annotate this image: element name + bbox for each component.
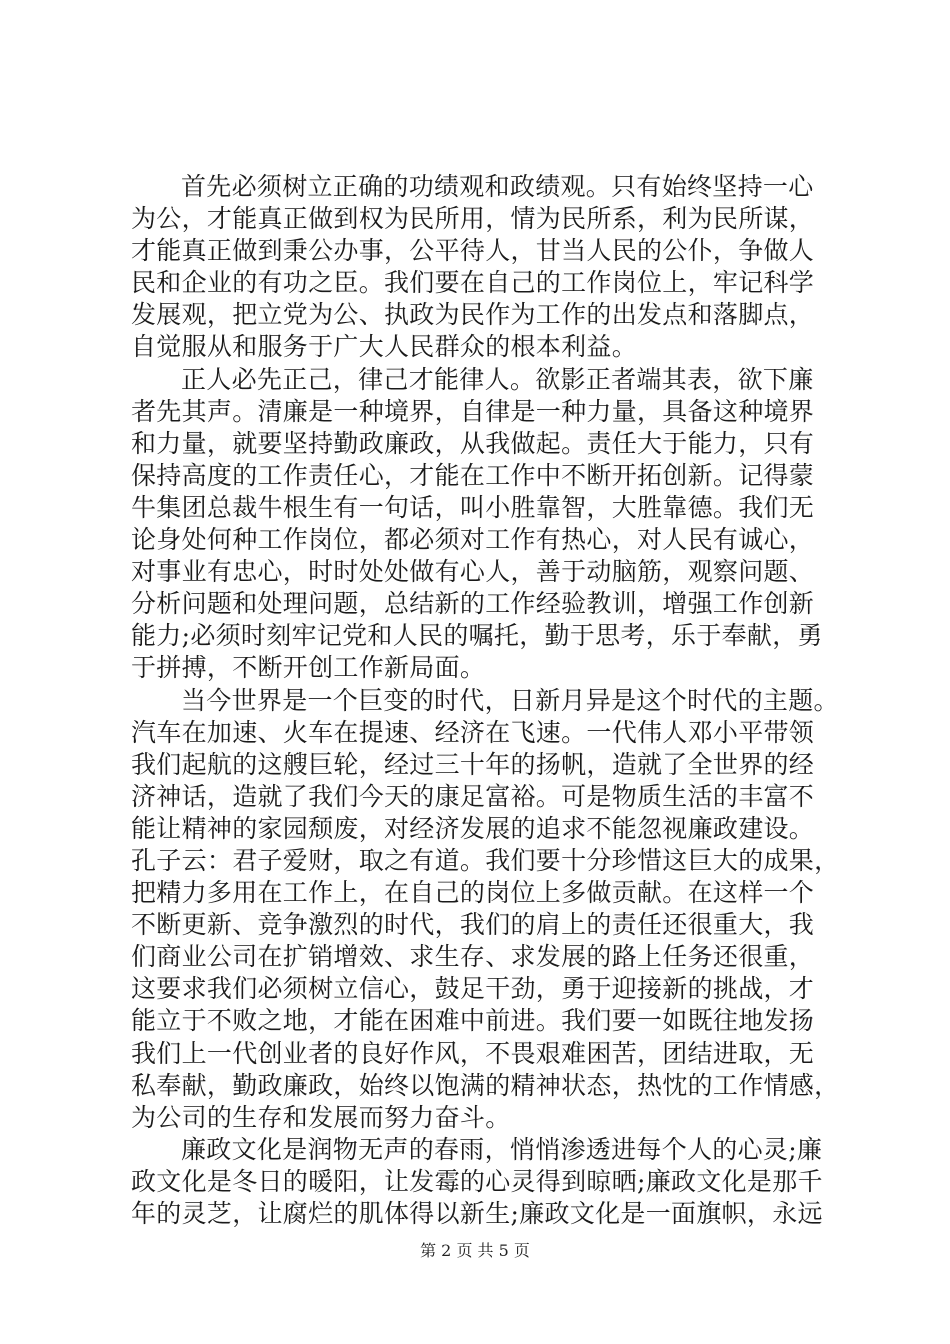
text-line: 对事业有忠心，时时处处做有心人，善于动脑筋，观察问题、 bbox=[131, 557, 815, 587]
text-line: 能力;必须时刻牢记党和人民的嘱托，勤于思考，乐于奉献，勇 bbox=[131, 621, 823, 651]
text-line: 牛集团总裁牛根生有一句话，叫小胜靠智，大胜靠德。我们无 bbox=[131, 492, 815, 522]
text-line: 自觉服从和服务于广大人民群众的根本利益。 bbox=[131, 332, 638, 362]
text-line: 孔子云：君子爱财，取之有道。我们要十分珍惜这巨大的成果， bbox=[131, 845, 840, 875]
text-line: 当今世界是一个巨变的时代，日新月异是这个时代的主题。 bbox=[181, 685, 839, 715]
page-number-footer: 第 2 页 共 5 页 bbox=[420, 1241, 530, 1260]
text-line: 保持高度的工作责任心，才能在工作中不断开拓创新。记得蒙 bbox=[131, 460, 815, 490]
text-line: 为公司的生存和发展而努力奋斗。 bbox=[131, 1102, 511, 1132]
text-line: 我们起航的这艘巨轮，经过三十年的扬帆，造就了全世界的经 bbox=[131, 749, 815, 779]
text-line: 首先必须树立正确的功绩观和政绩观。只有始终坚持一心 bbox=[181, 172, 814, 201]
paragraph-4 bbox=[131, 1134, 821, 1230]
text-line: 能让精神的家园颓废，对经济发展的追求不能忽视廉政建设。 bbox=[131, 813, 815, 843]
text-line: 廉政文化是润物无声的春雨，悄悄渗透进每个人的心灵;廉 bbox=[181, 1134, 823, 1164]
text-line: 把精力多用在工作上，在自己的岗位上多做贡献。在这样一个 bbox=[131, 878, 815, 908]
text-line: 私奉献，勤政廉政，始终以饱满的精神状态，热忱的工作情感， bbox=[131, 1070, 840, 1100]
text-line: 论身处何种工作岗位，都必须对工作有热心，对人民有诚心， bbox=[131, 525, 815, 555]
text-line: 发展观，把立党为公、执政为民作为工作的出发点和落脚点， bbox=[131, 300, 815, 330]
text-line: 能立于不败之地，才能在困难中前进。我们要一如既往地发扬 bbox=[131, 1006, 815, 1036]
text-line: 才能真正做到秉公办事，公平待人，甘当人民的公仆，争做人 bbox=[131, 236, 815, 266]
text-line: 和力量，就要坚持勤政廉政，从我做起。责任大于能力，只有 bbox=[131, 428, 815, 458]
text-line: 分析问题和处理问题，总结新的工作经验教训，增强工作创新 bbox=[131, 589, 815, 619]
text-line: 不断更新、竞争激烈的时代，我们的肩上的责任还很重大，我 bbox=[131, 910, 815, 940]
text-line: 政文化是冬日的暖阳，让发霉的心灵得到晾晒;廉政文化是那千 bbox=[131, 1166, 823, 1196]
text-line: 我们上一代创业者的良好作风，不畏艰难困苦，团结进取，无 bbox=[131, 1038, 815, 1068]
document-body bbox=[131, 171, 840, 1230]
text-line: 民和企业的有功之臣。我们要在自己的工作岗位上，牢记科学 bbox=[131, 268, 815, 298]
text-line: 年的灵芝，让腐烂的肌体得以新生;廉政文化是一面旗帜，永远 bbox=[131, 1199, 823, 1228]
paragraph-2 bbox=[131, 364, 821, 685]
text-line: 为公，才能真正做到权为民所用，情为民所系，利为民所谋， bbox=[131, 204, 815, 234]
text-line: 汽车在加速、火车在提速、经济在飞速。一代伟人邓小平带领 bbox=[131, 717, 815, 747]
text-line: 这要求我们必须树立信心，鼓足干劲，勇于迎接新的挑战，才 bbox=[131, 974, 815, 1004]
text-line: 们商业公司在扩销增效、求生存、求发展的路上任务还很重， bbox=[131, 942, 815, 972]
paragraph-3 bbox=[131, 685, 840, 1134]
text-line: 正人必先正己，律己才能律人。欲影正者端其表，欲下廉 bbox=[181, 364, 814, 394]
text-line: 于拼搏，不断开创工作新局面。 bbox=[131, 653, 486, 683]
text-line: 济神话，造就了我们今天的康足富裕。可是物质生活的丰富不 bbox=[131, 781, 815, 811]
text-line: 者先其声。清廉是一种境界，自律是一种力量，具备这种境界 bbox=[131, 396, 815, 426]
paragraph-1 bbox=[131, 171, 821, 364]
